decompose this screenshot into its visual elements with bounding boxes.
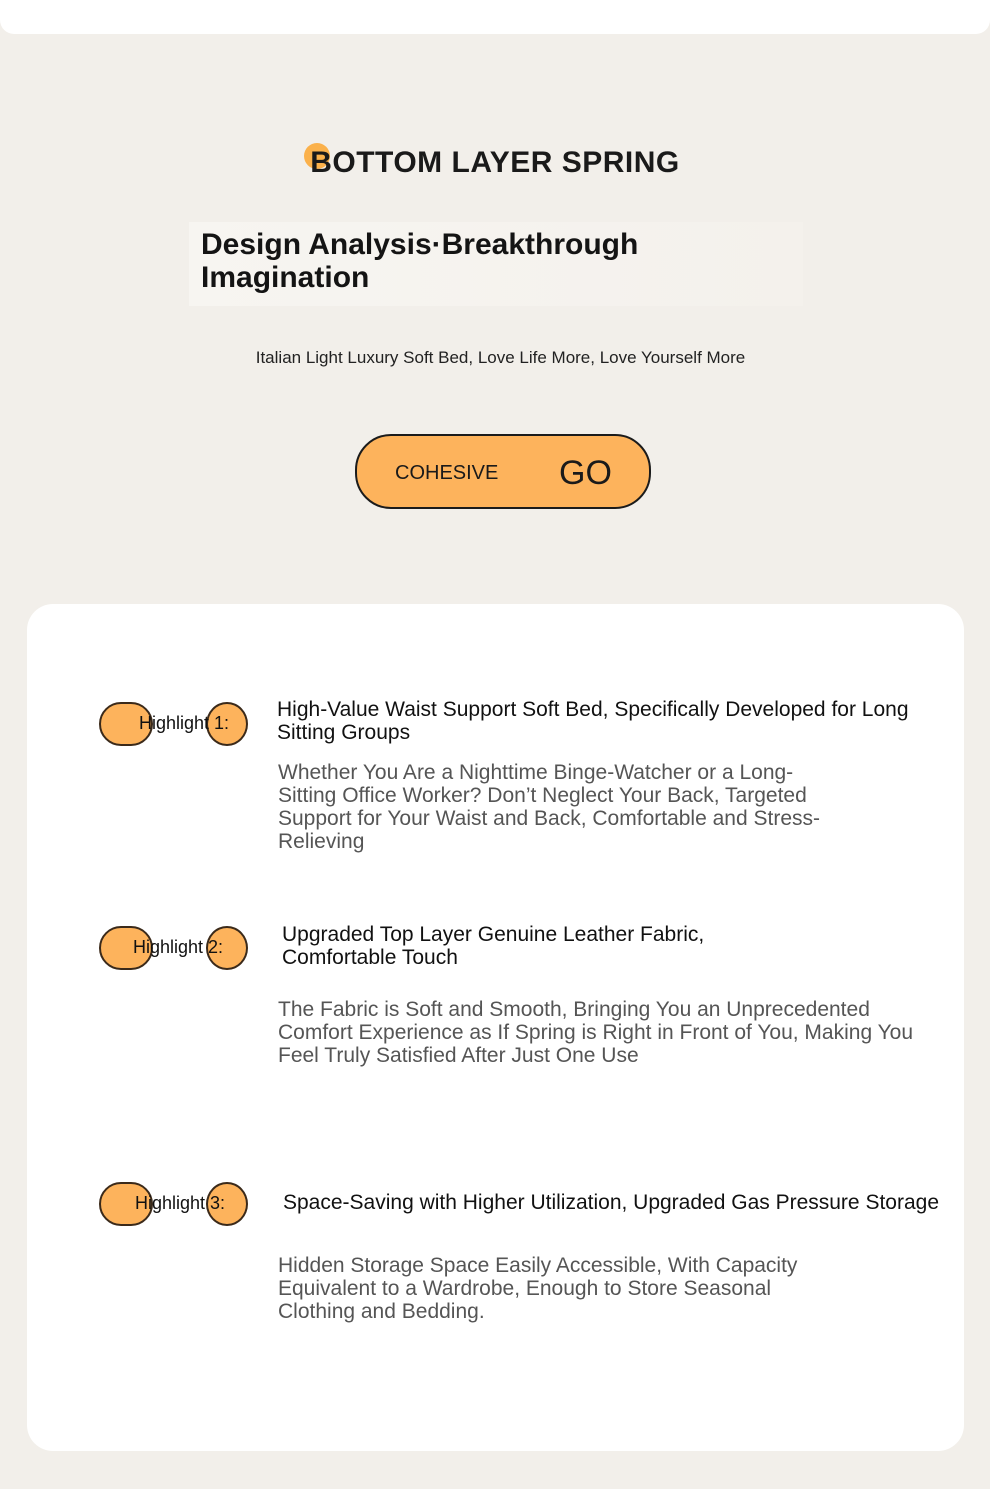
brand-header xyxy=(0,146,990,180)
highlight-title: High-Value Waist Support Soft Bed, Specifically Developed for Long Sitting Groups xyxy=(277,698,909,744)
highlight-badge-1 xyxy=(99,702,249,746)
highlight-label: Highlight 1: xyxy=(139,713,230,733)
highlight-badge-2 xyxy=(99,926,249,970)
highlight-description: The Fabric is Soft and Smooth, Bringing You an Unprecedented Comfort Experience as If Spring is Right in Front of You, Making You Feel Truly Satisfied After Just One Use xyxy=(278,998,914,1067)
cta-left-label: COHESIVE xyxy=(395,462,499,484)
highlight-description: Whether You Are a Nighttime Binge-Watcher or a Long-Sitting Office Worker? Don’t Neglect Your Back, Targeted Support for Your Waist and Back, Comfortable and Stress-Relieving xyxy=(278,761,820,853)
cta-go-label: GO xyxy=(559,454,612,492)
brand-title: BOTTOM LAYER SPRING xyxy=(310,146,680,179)
highlights-card xyxy=(27,604,964,1451)
page-headline: Design Analysis·Breakthrough Imagination xyxy=(201,228,639,294)
brand-logo xyxy=(310,146,680,180)
cohesive-go-button[interactable] xyxy=(355,434,651,509)
highlight-title: Space-Saving with Higher Utilization, Upgraded Gas Pressure Storage xyxy=(283,1191,939,1214)
highlight-title: Upgraded Top Layer Genuine Leather Fabric, Comfortable Touch xyxy=(282,923,705,969)
tagline: Italian Light Luxury Soft Bed, Love Life More, Love Yourself More xyxy=(255,348,746,367)
highlight-description: Hidden Storage Space Easily Accessible, With Capacity Equivalent to a Wardrobe, Enough to Store Seasonal Clothing and Bedding. xyxy=(278,1254,798,1323)
top-bar xyxy=(0,0,990,34)
highlight-badge-3 xyxy=(99,1182,249,1226)
highlight-label: Highlight 3: xyxy=(135,1193,226,1213)
highlight-label: Highlight 2: xyxy=(133,937,224,957)
